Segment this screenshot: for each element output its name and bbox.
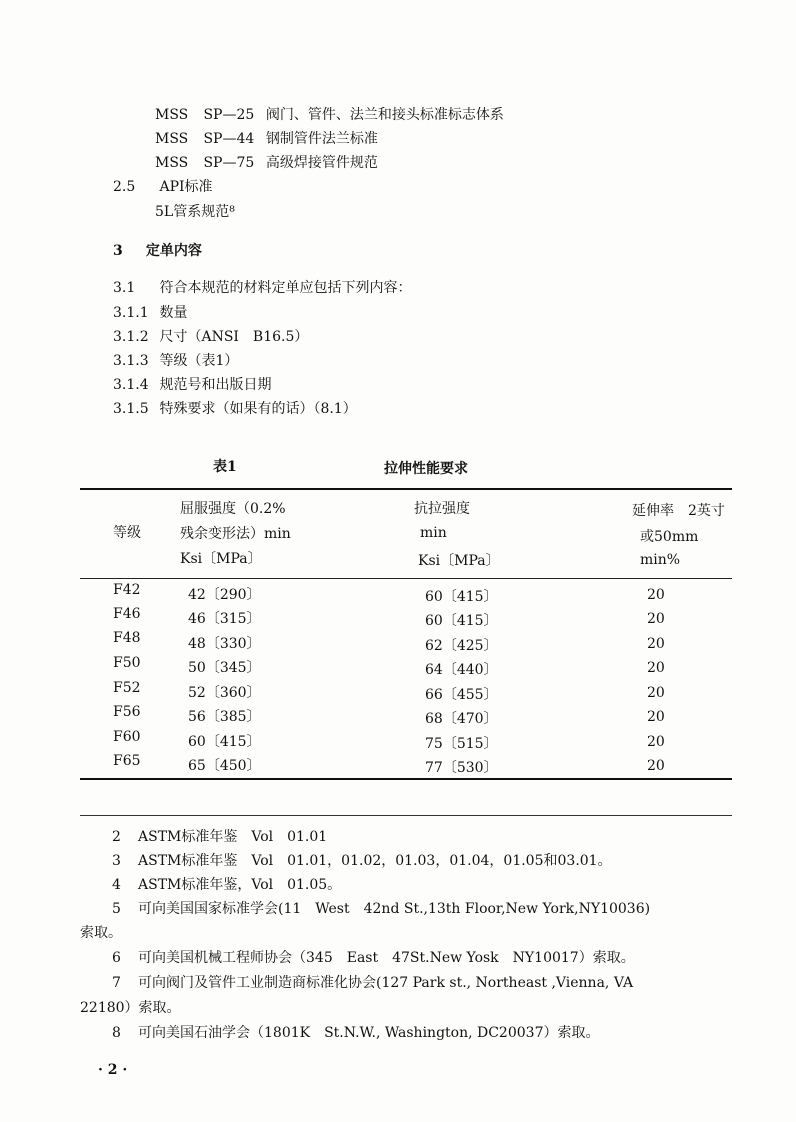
- header-elongation-line: 或50mm: [640, 529, 699, 545]
- cell-elongation: 20: [647, 611, 665, 627]
- reference-title: 阀门、管件、法兰和接头标准标志体系: [265, 107, 504, 123]
- cell-tensile: 60〔415〕: [425, 589, 498, 605]
- cell-elongation: 20: [647, 587, 665, 603]
- footnote-number: 6: [112, 950, 121, 966]
- cell-elongation: 20: [647, 636, 665, 652]
- clause-number: 3.1: [113, 280, 136, 296]
- cell-elongation: 20: [647, 660, 665, 676]
- reference-org: MSS: [155, 107, 189, 123]
- clause-text: 符合本规范的材料定单应包括下列内容：: [159, 280, 412, 296]
- cell-yield: 42〔290〕: [188, 587, 261, 603]
- clause: [113, 398, 357, 418]
- cell-grade: F60: [113, 729, 141, 745]
- cell-tensile: 60〔415〕: [425, 613, 498, 629]
- header-grade: 等级: [113, 525, 141, 541]
- cell-tensile: 77〔530〕: [425, 760, 498, 776]
- table-bottom-rule: [80, 778, 732, 780]
- cell-grade: F65: [113, 753, 141, 769]
- footnote: [112, 874, 341, 894]
- cell-grade: F56: [113, 704, 141, 720]
- footnote: [112, 972, 633, 992]
- reference-line: [155, 152, 378, 172]
- cell-grade: F42: [113, 582, 141, 598]
- clause-text: 数量: [159, 305, 188, 321]
- reference-line: [155, 104, 504, 124]
- cell-yield: 50〔345〕: [188, 660, 261, 676]
- cell-yield: 60〔415〕: [188, 734, 261, 750]
- table-title: 拉伸性能要求: [384, 461, 468, 477]
- cell-elongation: 20: [647, 685, 665, 701]
- clause: [113, 302, 187, 322]
- clause-number: 3.1.3: [113, 353, 149, 369]
- footnote-continuation: 22180）索取。: [80, 1000, 181, 1016]
- header-yield-line: 屈服强度（0.2%: [180, 501, 286, 517]
- cell-grade: F46: [113, 606, 141, 622]
- cell-tensile: 68〔470〕: [425, 711, 498, 727]
- table-top-rule: [80, 488, 732, 490]
- cell-elongation: 20: [647, 758, 665, 774]
- footnote-number: 8: [112, 1025, 121, 1041]
- reference-code: SP—25: [203, 107, 255, 123]
- clause-number: 3.1.2: [113, 329, 149, 345]
- footnote-number: 7: [112, 975, 121, 991]
- clause-text: 等级（表1）: [159, 353, 239, 369]
- clause: [113, 374, 271, 394]
- footnote-text: ASTM标准年鉴，Vol 01.05。: [138, 877, 342, 893]
- cell-yield: 48〔330〕: [188, 636, 261, 652]
- clause-number: 3.1.4: [113, 377, 149, 393]
- table-label: 表1: [213, 459, 237, 475]
- clause-number: 3.1.5: [113, 401, 149, 417]
- footnote-number: 5: [112, 901, 121, 917]
- footnote-text: 可向美国机械工程师协会（345 East 47St.New Yosk NY10017）索取。: [138, 950, 635, 966]
- clause-text: 特殊要求（如果有的话）（8.1）: [159, 401, 357, 417]
- section-title: API标准: [159, 179, 213, 195]
- cell-tensile: 62〔425〕: [425, 638, 498, 654]
- cell-yield: 52〔360〕: [188, 685, 261, 701]
- footnote-continuation: 索取。: [80, 925, 122, 941]
- footnote-text: 可向美国国家标准学会(11 West 42nd St.,13th Floor,New York,NY10036): [138, 901, 651, 917]
- cell-yield: 65〔450〕: [188, 758, 261, 774]
- header-elongation-line: 延伸率 2英寸: [632, 503, 725, 519]
- header-tensile-line: Ksi〔MPa〕: [418, 553, 500, 569]
- header-tensile-line: min: [420, 525, 447, 541]
- clause-text: 规范号和出版日期: [159, 377, 272, 393]
- section-3-heading: [113, 240, 202, 260]
- cell-tensile: 64〔440〕: [425, 662, 498, 678]
- reference-line: [155, 128, 378, 148]
- footnote: [112, 898, 650, 918]
- header-elongation-line: min%: [640, 552, 681, 568]
- clause: [113, 326, 308, 346]
- section-2-5-item: 5L管系规范⁸: [155, 204, 235, 220]
- clause-number: 3.1.1: [113, 305, 149, 321]
- cell-yield: 46〔315〕: [188, 611, 261, 627]
- footnote-number: 3: [112, 853, 121, 869]
- footnote-number: 4: [112, 877, 121, 893]
- footnote: [112, 826, 327, 846]
- reference-title: 高级焊接管件规范: [265, 155, 378, 171]
- header-tensile-line: 抗拉强度: [414, 501, 470, 517]
- footnote-text: 可向美国石油学会（1801K St.N.W., Washington, DC20037）索取。: [138, 1025, 600, 1041]
- reference-org: MSS: [155, 131, 189, 147]
- cell-elongation: 20: [647, 709, 665, 725]
- footnote-number: 2: [112, 829, 121, 845]
- footnote-text: ASTM标准年鉴 Vol 01.01，01.02，01.03，01.04，01.05和03.01。: [138, 853, 612, 869]
- reference-org: MSS: [155, 155, 189, 171]
- cell-elongation: 20: [647, 734, 665, 750]
- footnote: [112, 947, 635, 967]
- header-yield-line: Ksi〔MPa〕: [180, 551, 262, 567]
- section-title: 定单内容: [145, 243, 202, 259]
- section-2-5-heading: [113, 176, 213, 196]
- clause: [113, 350, 238, 370]
- clause: [113, 277, 411, 297]
- cell-yield: 56〔385〕: [188, 709, 261, 725]
- page-number: · 2 ·: [98, 1062, 128, 1078]
- cell-grade: F48: [113, 630, 141, 646]
- reference-code: SP—44: [203, 131, 255, 147]
- reference-code: SP—75: [203, 155, 255, 171]
- clause-text: 尺寸（ANSI B16.5）: [159, 329, 309, 345]
- footnote: [112, 850, 612, 870]
- cell-grade: F52: [113, 680, 141, 696]
- header-yield-line: 残余变形法）min: [180, 526, 291, 542]
- table-header-rule: [80, 578, 732, 579]
- section-number: 3: [113, 243, 123, 259]
- section-number: 2.5: [113, 179, 136, 195]
- footnote: [112, 1022, 599, 1042]
- footnote-rule: [80, 815, 732, 816]
- cell-tensile: 66〔455〕: [425, 687, 498, 703]
- footnote-text: 可向阀门及管件工业制造商标准化协会(127 Park st., Northeast ,Vienna, VA: [138, 975, 634, 991]
- cell-grade: F50: [113, 655, 141, 671]
- reference-title: 钢制管件法兰标准: [265, 131, 378, 147]
- cell-tensile: 75〔515〕: [425, 736, 498, 752]
- footnote-text: ASTM标准年鉴 Vol 01.01: [138, 829, 328, 845]
